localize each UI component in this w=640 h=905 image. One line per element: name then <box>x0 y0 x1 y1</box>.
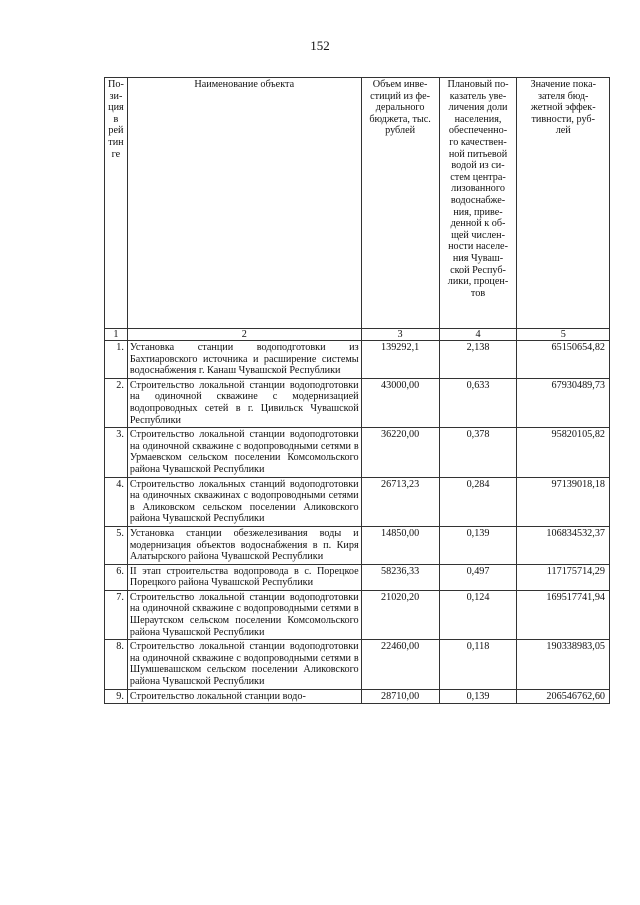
table-row <box>105 428 610 477</box>
table-row <box>105 477 610 526</box>
column-number: 3 <box>361 329 439 341</box>
object-name-cell: Установка станции водоподготовки из Бахтиаровского источника и расширение системы водоснабжения г. Канаш Чувашской Республики <box>127 341 361 379</box>
share-cell: 0,497 <box>439 564 517 590</box>
share-cell: 0,118 <box>439 640 517 689</box>
object-name-cell: Строительство локальной станции водоподготовки на одиночной скважине с модернизацией водопроводных сетей в г. Цивильск Чувашской Республики <box>127 378 361 427</box>
table-row <box>105 341 610 379</box>
efficiency-cell: 106834532,37 <box>517 526 610 564</box>
investment-cell: 22460,00 <box>361 640 439 689</box>
table-row <box>105 526 610 564</box>
share-cell: 0,124 <box>439 590 517 639</box>
position-cell: 6. <box>105 564 128 590</box>
investment-cell: 21020,20 <box>361 590 439 639</box>
column-number: 1 <box>105 329 128 341</box>
table-row <box>105 689 610 704</box>
share-cell: 0,139 <box>439 526 517 564</box>
object-name-cell: Строительство локальной станции водоподготовки на одиночной скважине с водопроводными сетями в Урмаевском сельском поселении Комсомольского района Чувашской Республики <box>127 428 361 477</box>
header-efficiency: Значение пока- зателя бюд- жетной эффек- тивности, руб- лей <box>517 78 610 329</box>
column-number: 4 <box>439 329 517 341</box>
header-investment: Объем инве- стиций из фе- дерального бюджета, тыс. рублей <box>361 78 439 329</box>
position-cell: 7. <box>105 590 128 639</box>
efficiency-cell: 206546762,60 <box>517 689 610 704</box>
share-cell: 0,378 <box>439 428 517 477</box>
column-number: 2 <box>127 329 361 341</box>
position-cell: 5. <box>105 526 128 564</box>
efficiency-cell: 190338983,05 <box>517 640 610 689</box>
page-number: 152 <box>310 38 330 53</box>
table-row <box>105 378 610 427</box>
investment-cell: 26713,23 <box>361 477 439 526</box>
object-name-cell: II этап строительства водопровода в с. Порецкое Порецкого района Чувашской Республики <box>127 564 361 590</box>
header-population-share: Плановый по- казатель уве- личения доли населения, обеспеченно- го качествен- ной питьевой водой из си- стем центра- лизованного водоснабже- ния, приве- денной к об- щей числен- ности населе- ния Чуваш- ской Респуб- лики, процен- тов <box>439 78 517 329</box>
share-cell: 0,139 <box>439 689 517 704</box>
column-number-row <box>105 329 610 341</box>
share-cell: 0,633 <box>439 378 517 427</box>
investment-cell: 28710,00 <box>361 689 439 704</box>
header-position: По- зи- ция в рей тин ге <box>105 78 128 329</box>
column-number: 5 <box>517 329 610 341</box>
efficiency-cell: 169517741,94 <box>517 590 610 639</box>
investment-table <box>104 77 610 704</box>
position-cell: 8. <box>105 640 128 689</box>
table-row <box>105 564 610 590</box>
object-name-cell: Строительство локальной станции водоподготовки на одиночной скважине с водопроводными сетями в Шумшевашском сельском поселении Аликовского района Чувашской Республики <box>127 640 361 689</box>
position-cell: 3. <box>105 428 128 477</box>
object-name-cell: Строительство локальной станции водо- <box>127 689 361 704</box>
object-name-cell: Установка станции обезжелезивания воды и модернизация объектов водоснабжения в п. Киря Алатырского района Чувашской Республики <box>127 526 361 564</box>
position-cell: 4. <box>105 477 128 526</box>
position-cell: 1. <box>105 341 128 379</box>
efficiency-cell: 117175714,29 <box>517 564 610 590</box>
position-cell: 2. <box>105 378 128 427</box>
share-cell: 0,284 <box>439 477 517 526</box>
object-name-cell: Строительство локальной станции водоподготовки на одиночной скважине с водопроводными сетями в Шераутском сельском поселении Комсомольского района Чувашской Республики <box>127 590 361 639</box>
investment-cell: 58236,33 <box>361 564 439 590</box>
efficiency-cell: 95820105,82 <box>517 428 610 477</box>
investment-cell: 14850,00 <box>361 526 439 564</box>
position-cell: 9. <box>105 689 128 704</box>
share-cell: 2,138 <box>439 341 517 379</box>
table-row <box>105 640 610 689</box>
efficiency-cell: 67930489,73 <box>517 378 610 427</box>
table-row <box>105 590 610 639</box>
object-name-cell: Строительство локальных станций водоподготовки на одиночных скважинах с водопроводными сетями в Аликовском сельском поселении Аликовского района Чувашской Республики <box>127 477 361 526</box>
investment-cell: 43000,00 <box>361 378 439 427</box>
efficiency-cell: 97139018,18 <box>517 477 610 526</box>
efficiency-cell: 65150654,82 <box>517 341 610 379</box>
investment-cell: 36220,00 <box>361 428 439 477</box>
investment-cell: 139292,1 <box>361 341 439 379</box>
header-row <box>105 78 610 329</box>
header-object-name: Наименование объекта <box>127 78 361 329</box>
